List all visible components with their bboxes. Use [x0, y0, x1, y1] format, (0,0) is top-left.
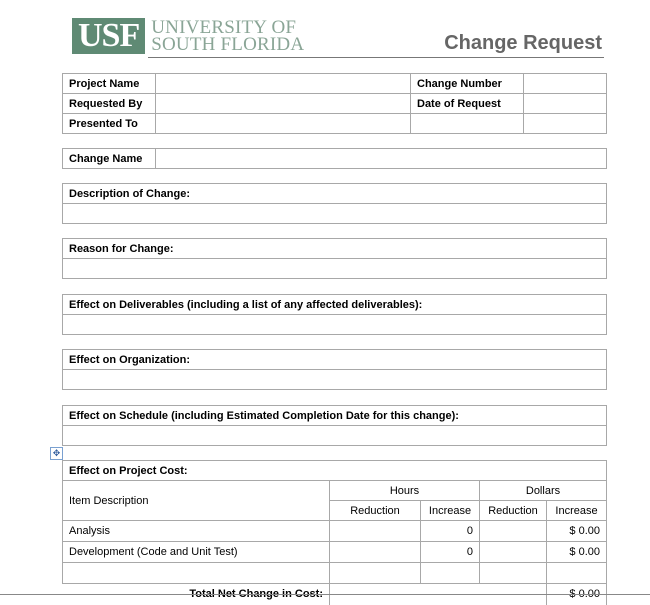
- cost-row-item: Analysis: [63, 521, 330, 542]
- cost-row-dollars-increase[interactable]: $ 0.00: [547, 542, 607, 563]
- dollars-increase-header: Increase: [547, 501, 607, 521]
- logo-line-2: SOUTH FLORIDA: [151, 34, 305, 55]
- presented-to-label: Presented To: [63, 114, 156, 134]
- cost-row-dollars-reduction[interactable]: [480, 521, 547, 542]
- dollars-header: Dollars: [480, 481, 607, 501]
- cost-row-dollars-reduction[interactable]: [480, 563, 547, 584]
- page-bottom-edge: [0, 594, 650, 595]
- requested-by-field[interactable]: [156, 94, 411, 114]
- header-divider: [148, 57, 604, 58]
- project-cost-table: [62, 460, 607, 605]
- schedule-table: [62, 405, 607, 446]
- cost-row-hours-reduction[interactable]: [330, 521, 421, 542]
- total-net-change-label: Total Net Change in Cost:: [63, 584, 330, 605]
- project-name-field[interactable]: [156, 74, 411, 94]
- deliverables-field[interactable]: [63, 315, 607, 335]
- hours-header: Hours: [330, 481, 480, 501]
- table-move-handle-icon[interactable]: ✥: [50, 447, 63, 460]
- cost-row-hours-reduction[interactable]: [330, 563, 421, 584]
- change-name-table: [62, 148, 607, 169]
- empty-label-cell: [411, 114, 524, 134]
- cost-row-hours-increase[interactable]: 0: [421, 521, 480, 542]
- document-title: Change Request: [444, 32, 602, 54]
- deliverables-table: [62, 294, 607, 335]
- cost-row-item: Development (Code and Unit Test): [63, 542, 330, 563]
- empty-value-cell[interactable]: [524, 114, 607, 134]
- description-table: [62, 183, 607, 224]
- date-of-request-label: Date of Request: [411, 94, 524, 114]
- total-net-change-value: $ 0.00: [547, 584, 607, 605]
- reason-table: [62, 238, 607, 279]
- usf-logo: [72, 18, 304, 54]
- change-name-field[interactable]: [156, 149, 607, 169]
- hours-increase-header: Increase: [421, 501, 480, 521]
- cost-row-hours-reduction[interactable]: [330, 542, 421, 563]
- project-cost-label: Effect on Project Cost:: [63, 461, 607, 481]
- reason-field[interactable]: [63, 259, 607, 279]
- description-field[interactable]: [63, 204, 607, 224]
- logo-text: [151, 19, 304, 53]
- cost-row-hours-increase[interactable]: 0: [421, 542, 480, 563]
- organization-label: Effect on Organization:: [63, 350, 607, 370]
- schedule-label: Effect on Schedule (including Estimated Completion Date for this change):: [63, 406, 607, 426]
- project-info-table: [62, 73, 607, 134]
- logo-abbreviation: USF: [72, 18, 145, 54]
- cost-row-item[interactable]: [63, 563, 330, 584]
- cost-row-dollars-increase[interactable]: [547, 563, 607, 584]
- logo-line-1: UNIVERSITY OF: [151, 17, 297, 38]
- item-description-header: Item Description: [63, 481, 330, 521]
- change-number-field[interactable]: [524, 74, 607, 94]
- cost-row-hours-increase[interactable]: [421, 563, 480, 584]
- description-label: Description of Change:: [63, 184, 607, 204]
- change-name-label: Change Name: [63, 149, 156, 169]
- organization-field[interactable]: [63, 370, 607, 390]
- dollars-reduction-header: Reduction: [480, 501, 547, 521]
- cost-row-dollars-reduction[interactable]: [480, 542, 547, 563]
- cost-row-dollars-increase[interactable]: $ 0.00: [547, 521, 607, 542]
- requested-by-label: Requested By: [63, 94, 156, 114]
- project-name-label: Project Name: [63, 74, 156, 94]
- organization-table: [62, 349, 607, 390]
- deliverables-label: Effect on Deliverables (including a list of any affected deliverables):: [63, 295, 607, 315]
- schedule-field[interactable]: [63, 426, 607, 446]
- date-of-request-field[interactable]: [524, 94, 607, 114]
- change-number-label: Change Number: [411, 74, 524, 94]
- presented-to-field[interactable]: [156, 114, 411, 134]
- reason-label: Reason for Change:: [63, 239, 607, 259]
- hours-reduction-header: Reduction: [330, 501, 421, 521]
